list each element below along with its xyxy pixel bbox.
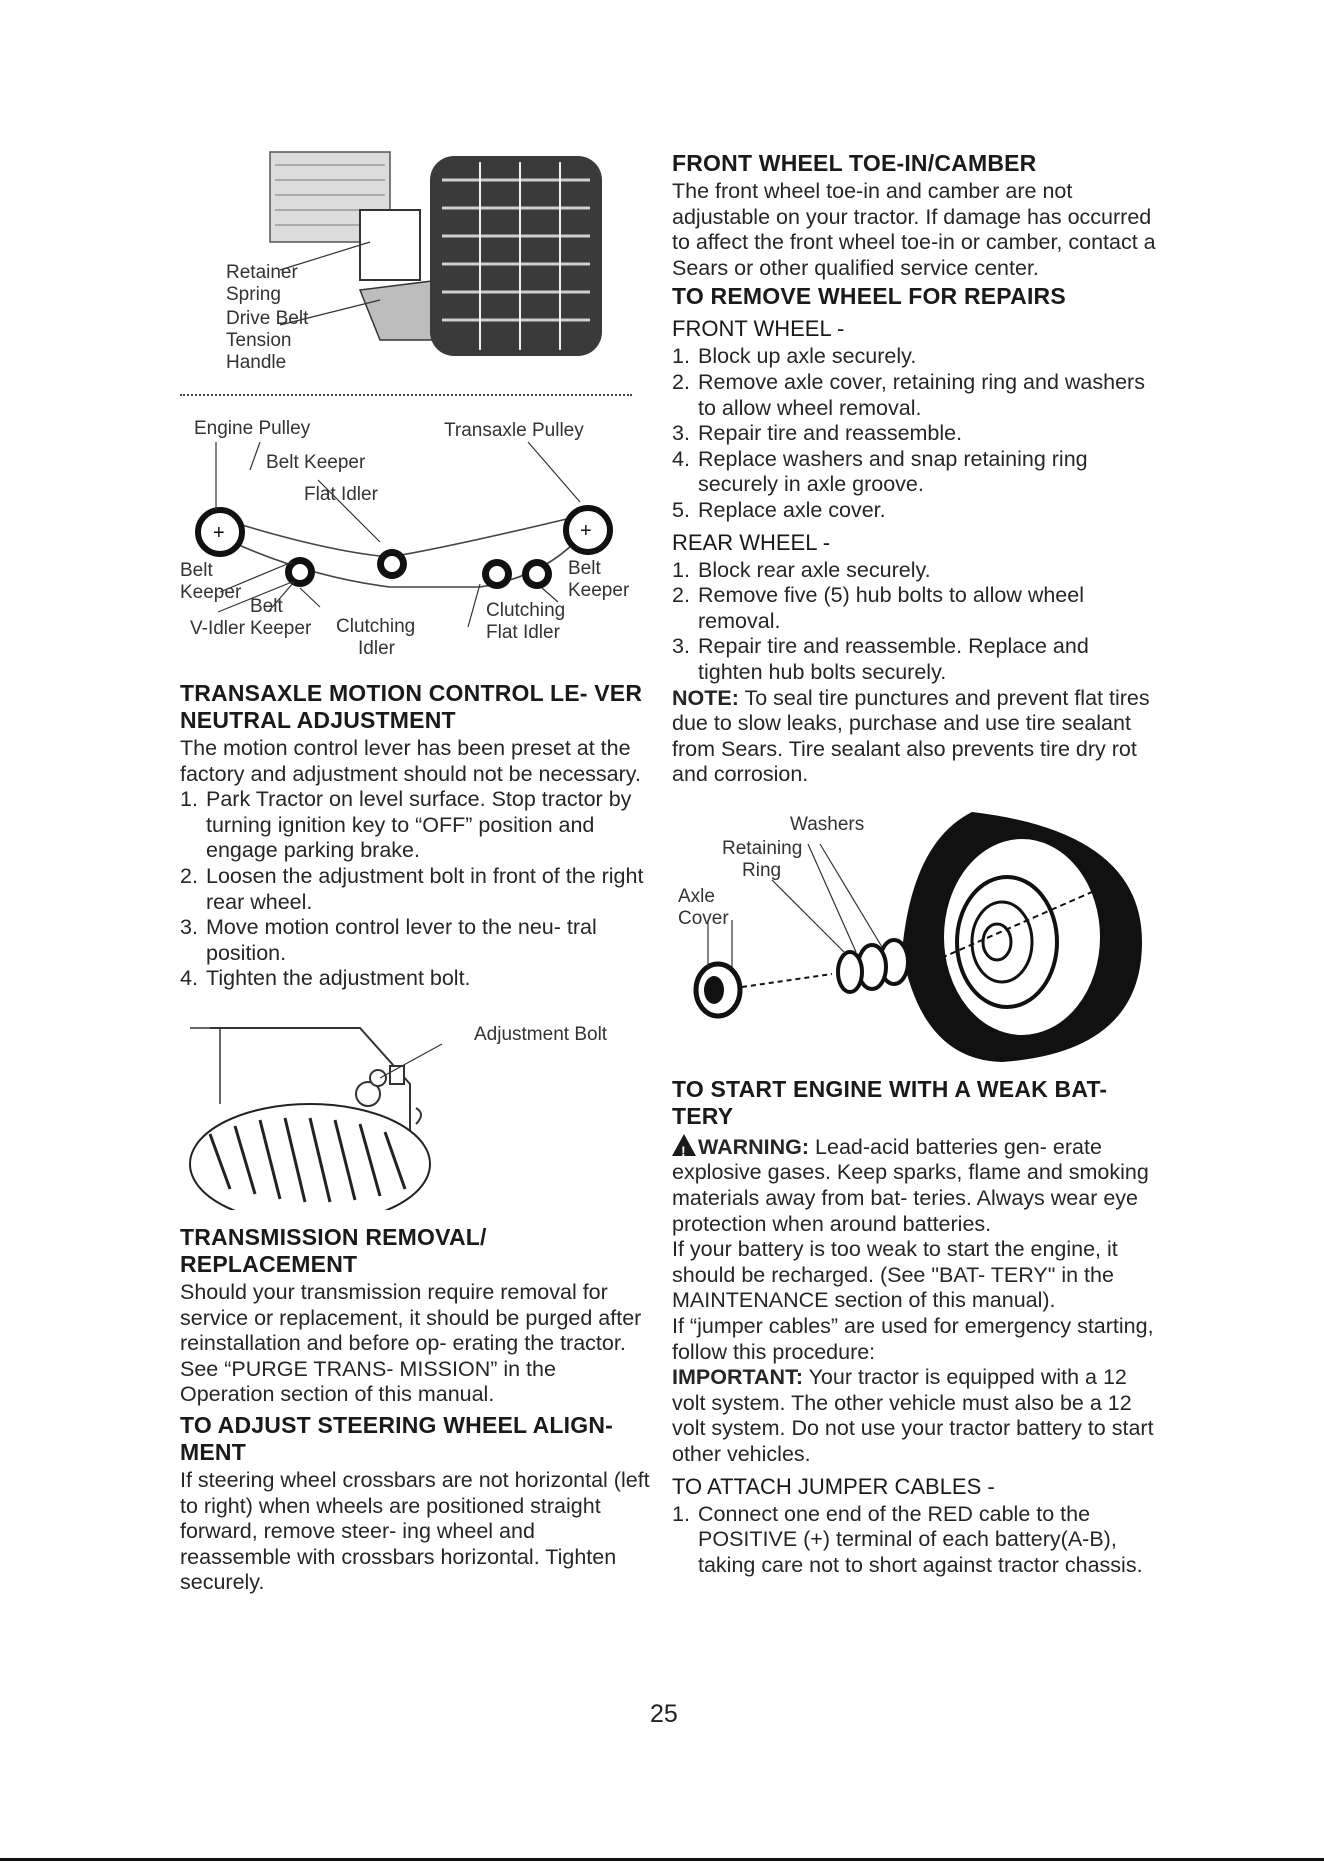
- list-item: [672, 447, 1158, 498]
- label-belt-keeper-bottom-1: Belt: [250, 596, 283, 617]
- step-text: Repair tire and reassemble.: [698, 421, 963, 446]
- toe-in-body: The front wheel toe-in and camber are not adjustable on your tractor. If damage has occurred to affect the front wheel toe-in or camber, contact a Sears or other qualified service center.: [672, 179, 1156, 280]
- battery-para-jumper: If “jumper cables” are used for emergency starting, follow this procedure:: [672, 1314, 1154, 1364]
- label-retaining: Retaining: [722, 837, 803, 859]
- label-axle: Axle: [678, 885, 715, 907]
- step-text: Repair tire and reassemble. Replace and tighten hub bolts securely.: [698, 634, 1089, 684]
- list-item: [672, 634, 1158, 685]
- label-washers: Washers: [790, 813, 865, 835]
- step-text: Block rear axle securely.: [698, 557, 931, 582]
- label-belt-keeper-bottom-2: Keeper: [250, 618, 312, 639]
- warning-icon: !: [672, 1134, 696, 1156]
- list-item: [672, 421, 1158, 447]
- list-item: [672, 558, 1158, 584]
- label-spring: Spring: [226, 284, 281, 305]
- step-number: 1.: [180, 787, 198, 812]
- note-lead: NOTE:: [672, 685, 739, 710]
- list-item: [180, 915, 652, 966]
- heading-toe-in: FRONT WHEEL TOE-IN/CAMBER: [672, 150, 1037, 176]
- figure-belt-tension: [180, 150, 652, 390]
- battery-important: [672, 1365, 1158, 1467]
- label-belt-right-1: Belt: [568, 558, 601, 579]
- step-number: 5.: [672, 497, 690, 522]
- step-text: Park Tractor on level surface. Stop tractor by turning ignition key to “OFF” position and engage parking brake.: [206, 787, 632, 863]
- step-number: 2.: [180, 863, 198, 888]
- figure-divider: [180, 394, 632, 396]
- left-column: [180, 150, 652, 1596]
- step-text: Move motion control lever to the neu- tral position.: [206, 915, 597, 965]
- step-number: 4.: [180, 966, 198, 991]
- heading-front-wheel: FRONT WHEEL -: [672, 316, 845, 342]
- step-number: 4.: [672, 446, 690, 471]
- step-number: 3.: [180, 915, 198, 940]
- list-item: [672, 370, 1158, 421]
- transaxle-intro: The motion control lever has been preset at the factory and adjustment should not be necessary.: [180, 736, 641, 786]
- label-belt-right-2: Keeper: [568, 580, 630, 601]
- list-item: [672, 498, 1158, 524]
- label-drive-belt: Drive Belt: [226, 308, 309, 329]
- front-wheel-steps: [672, 344, 1158, 523]
- step-number: 2.: [672, 369, 690, 394]
- step-number: 2.: [672, 583, 690, 608]
- heading-remove-wheel: TO REMOVE WHEEL FOR REPAIRS: [672, 283, 1066, 310]
- label-retainer: Retainer: [226, 262, 298, 283]
- label-belt-left-1: Belt: [180, 560, 213, 581]
- attach-cable-steps: [672, 1502, 1158, 1579]
- step-text: Connect one end of the RED cable to the POSITIVE (+) terminal of each battery(A-B), taking care not to short against tractor chassis.: [698, 1501, 1143, 1577]
- step-number: 3.: [672, 421, 690, 446]
- heading-transmission: TRANSMISSION REMOVAL/ REPLACEMENT: [180, 1223, 487, 1277]
- svg-text:+: +: [213, 522, 225, 544]
- label-clutching-idler-1: Clutching: [336, 616, 416, 637]
- list-item: [672, 344, 1158, 370]
- tire-sealant-note: [672, 686, 1158, 788]
- heading-weak-battery: TO START ENGINE WITH A WEAK BAT- TERY: [672, 1075, 1108, 1129]
- svg-text:+: +: [580, 520, 592, 542]
- label-clutching-flat-1: Clutching: [486, 600, 566, 621]
- bottom-rule: [0, 1858, 1324, 1861]
- label-engine-pulley: Engine Pulley: [194, 418, 311, 439]
- step-number: 1.: [672, 344, 690, 369]
- important-lead: IMPORTANT:: [672, 1365, 803, 1390]
- label-adjustment-bolt: Adjustment Bolt: [474, 1023, 608, 1045]
- list-item: [180, 966, 652, 992]
- warning-lead: WARNING:: [698, 1134, 810, 1159]
- label-transaxle-pulley: Transaxle Pulley: [444, 420, 584, 441]
- label-v-idler: V-Idler: [190, 618, 245, 639]
- important-text: Your tractor is equipped with a 12 volt system. The other vehicle must also be a 12 volt system. Do not use your tractor battery to start other vehicles.: [672, 1365, 1154, 1466]
- label-tension: Tension: [226, 330, 292, 351]
- label-clutching-flat-2: Flat Idler: [486, 622, 560, 643]
- heading-attach-cables: TO ATTACH JUMPER CABLES -: [672, 1473, 995, 1499]
- figure-wheel-exploded: [672, 802, 1158, 1068]
- step-text: Replace washers and snap retaining ring securely in axle groove.: [698, 446, 1088, 497]
- figure-belt-routing: [180, 402, 652, 672]
- battery-para-recharge: If your battery is too weak to start the engine, it should be recharged. (See "BAT- TERY" in the MAINTENANCE section of this manual).: [672, 1237, 1118, 1313]
- page-number: 25: [650, 1700, 678, 1728]
- label-handle: Handle: [226, 352, 287, 373]
- warning-text: Lead-acid batteries gen- erate explosive gases. Keep sparks, flame and smoking materials away from bat- teries. Always wear eye protection when around batteries.: [672, 1134, 1149, 1236]
- transmission-body: Should your transmission require removal for service or replacement, it should be purged after reinstallation and before op- erating the tractor. See “PURGE TRANS- MISSION” in the Operation section of this manual.: [180, 1279, 642, 1407]
- label-ring: Ring: [742, 859, 782, 881]
- list-item: [672, 1502, 1158, 1579]
- label-flat-idler: Flat Idler: [304, 484, 378, 505]
- list-item: [672, 583, 1158, 634]
- step-text: Remove axle cover, retaining ring and washers to allow wheel removal.: [698, 369, 1145, 420]
- transaxle-steps: [180, 787, 652, 992]
- steering-body: If steering wheel crossbars are not horizontal (left to right) when wheels are positioned straight forward, remove steer- ing wheel and reassemble with crossbars horizontal. Tighten securely.: [180, 1467, 650, 1595]
- figure-adjustment-bolt: [180, 1014, 652, 1210]
- step-text: Replace axle cover.: [698, 497, 886, 522]
- step-text: Block up axle securely.: [698, 344, 917, 369]
- step-text: Remove five (5) hub bolts to allow wheel removal.: [698, 583, 1084, 633]
- heading-transaxle: TRANSAXLE MOTION CONTROL LE- VER NEUTRAL ADJUSTMENT: [180, 680, 643, 733]
- list-item: [180, 787, 652, 864]
- list-item: [180, 864, 652, 915]
- battery-warning: [672, 1132, 1158, 1237]
- label-clutching-idler-2: Idler: [358, 638, 395, 659]
- heading-rear-wheel: REAR WHEEL -: [672, 529, 831, 555]
- step-number: 3.: [672, 634, 690, 659]
- step-number: 1.: [672, 557, 690, 582]
- label-cover: Cover: [678, 907, 729, 929]
- step-number: 1.: [672, 1501, 690, 1526]
- rear-wheel-steps: [672, 558, 1158, 686]
- heading-steering: TO ADJUST STEERING WHEEL ALIGN- MENT: [180, 1411, 614, 1465]
- right-column: [672, 150, 1158, 1578]
- label-belt-left-2: Keeper: [180, 582, 242, 603]
- step-text: Loosen the adjustment bolt in front of the right rear wheel.: [206, 863, 644, 914]
- label-belt-keeper-top: Belt Keeper: [266, 452, 366, 473]
- note-text: To seal tire punctures and prevent flat tires due to slow leaks, purchase and use tire sealant from Sears. Tire sealant also prevents tire dry rot and corrosion.: [672, 685, 1150, 787]
- step-text: Tighten the adjustment bolt.: [206, 966, 471, 991]
